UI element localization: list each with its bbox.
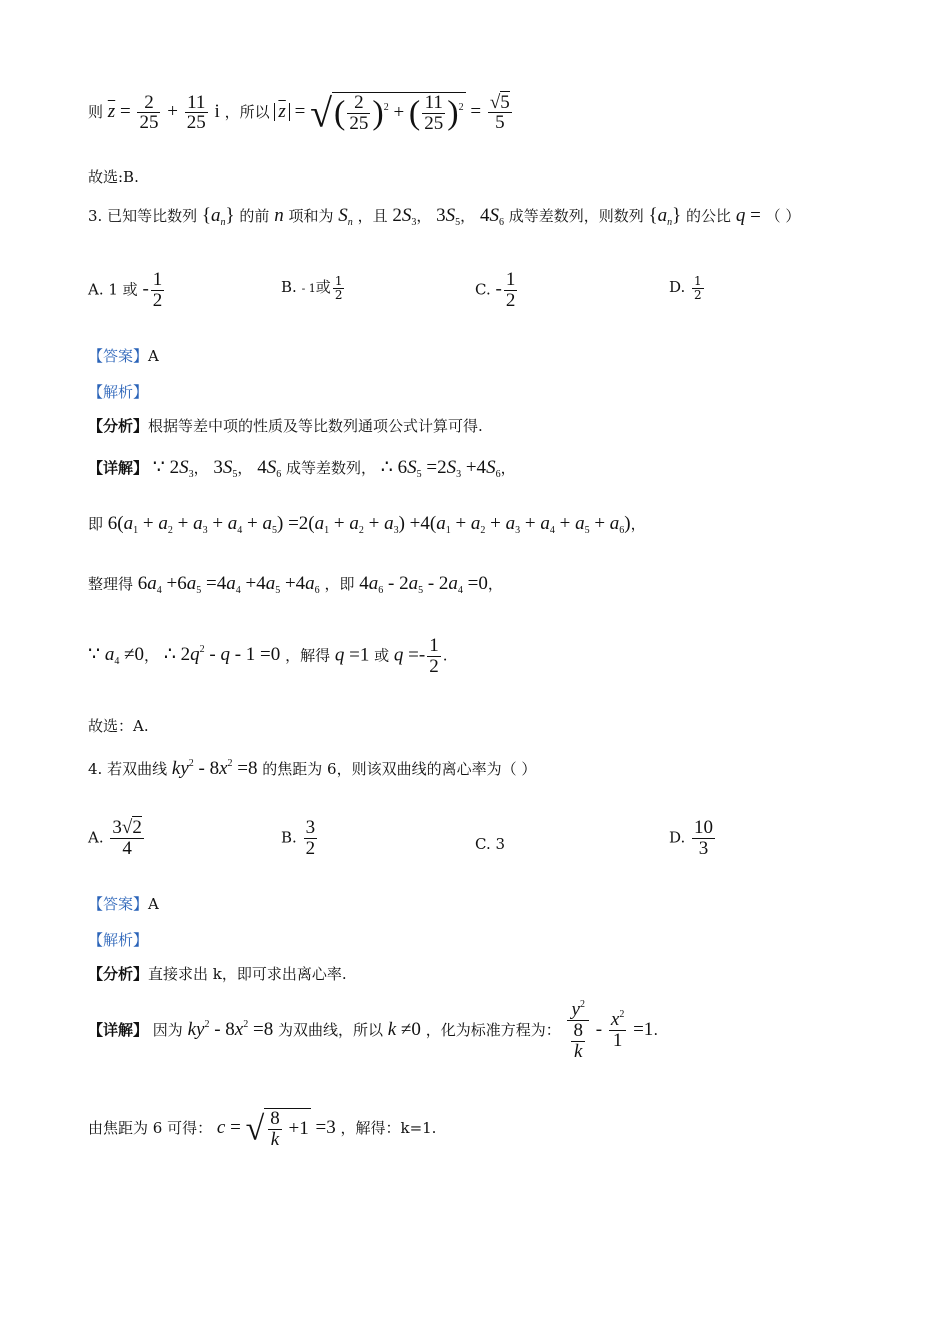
text: 则 — [88, 102, 104, 121]
prev-zbar-line: 则 $\overline{z}$ = $\frac{2}{25}$ + $\frac{11}{25}$ i ，所以 $\overline{z}$ = √( $\frac{2}{25}$ )$^2$ + ( $\frac{11}{25}$ )$^2$ = $\frac{√5}{5}$ — [88, 90, 510, 136]
q4-answer: 【答案】A — [88, 895, 159, 913]
fraction: $\frac{11}{25}$ — [186, 91, 206, 134]
sqrt-expression: √( $\frac{2}{25}$ )$^2$ + ( $\frac{11}{25}$ )$^2$ — [310, 90, 464, 136]
q3-detail-3: 整理得 $6a_4 +6a_5 =4a_4 +4a_5 +4a_6$ ，即 $4a_6 - 2a_5 - 2a_4 =0$， — [88, 573, 503, 596]
q3-option-c: C. - $\frac{1}{2}$ — [475, 269, 516, 311]
q4-fenxi: 【分析】直接求出 k，即可求出离心率. — [88, 965, 347, 983]
q4-stem: 4. 若双曲线 $ky^2 - 8x^2 =8$ 的焦距为 6，则该双曲线的离心率为（ ） — [88, 758, 537, 779]
q3-conclusion: 故选：A. — [88, 717, 149, 735]
fraction: $\frac{√5}{5}$ — [489, 91, 510, 134]
q3-stem: 3. 已知等比数列 $\{a_n\}$ 的前 n 项和为 $S_n$ ，且 $2S_3$， $3S_5$， $4S_6$ 成等差数列，则数列 $\{a_n\}$ 的公比 q = （ ） — [88, 205, 801, 228]
prev-conclusion: 故选:B. — [88, 168, 139, 186]
q4-option-d: D. $\frac{10}{3}$ — [669, 817, 714, 859]
math-var: $\overline{z}$ — [107, 100, 116, 122]
q3-option-d: D. $\frac{1}{2}$ — [669, 274, 702, 302]
fraction: $\frac{2}{25}$ — [139, 91, 159, 134]
q3-option-a: A. 1 或 - $\frac{1}{2}$ — [88, 269, 163, 311]
q4-analysis-tag: 【解析】 — [88, 931, 149, 949]
q3-detail-2: 即 $6(a_1 + a_2 + a_3 + a_4 + a_5) =2(a_1 + a_2 + a_3) +4(a_1 + a_2 + a_3 + a_4 + a_5 + a_6)$， — [88, 513, 646, 536]
q3-option-b: B. - 1或 $\frac{1}{2}$ — [281, 274, 343, 302]
q3-fenxi: 【分析】根据等差中项的性质及等比数列通项公式计算可得. — [88, 417, 483, 435]
q3-answer: 【答案】A — [88, 347, 159, 365]
q4-detail-1: 【详解】 因为 $ky^2 - 8x^2 =8$ 为双曲线，所以 k ≠0 ，化为标准方程为： $\frac{y^2}{\frac{8}{k}}$ - $\frac{x^2}{1}$ =1. — [88, 999, 659, 1062]
q4-option-c: C. 3 — [475, 835, 506, 853]
q3-detail-1: 【详解】 ∵ $2S_3$， $3S_5$， $4S_6$ 成等差数列， ∴ $6S_5 =2S_3 +4S_6$， — [88, 457, 516, 480]
q4-detail-2: 由焦距为 6 可得： c = √ $\frac{8}{k}$ +1 =3 ，解得：k=1. — [88, 1108, 437, 1150]
q3-analysis-tag: 【解析】 — [88, 383, 149, 401]
q3-detail-4: ∵ $a_4 \ne 0$， ∴ $2q^2 - q - 1 =0$ ，解得 q =1 或 q =- $\frac{1}{2}$ . — [88, 635, 448, 677]
q4-option-a: A. $\frac{3√2}{4}$ — [88, 817, 142, 859]
text: ，所以 — [224, 102, 270, 121]
q4-option-b: B. $\frac{3}{2}$ — [281, 817, 316, 859]
